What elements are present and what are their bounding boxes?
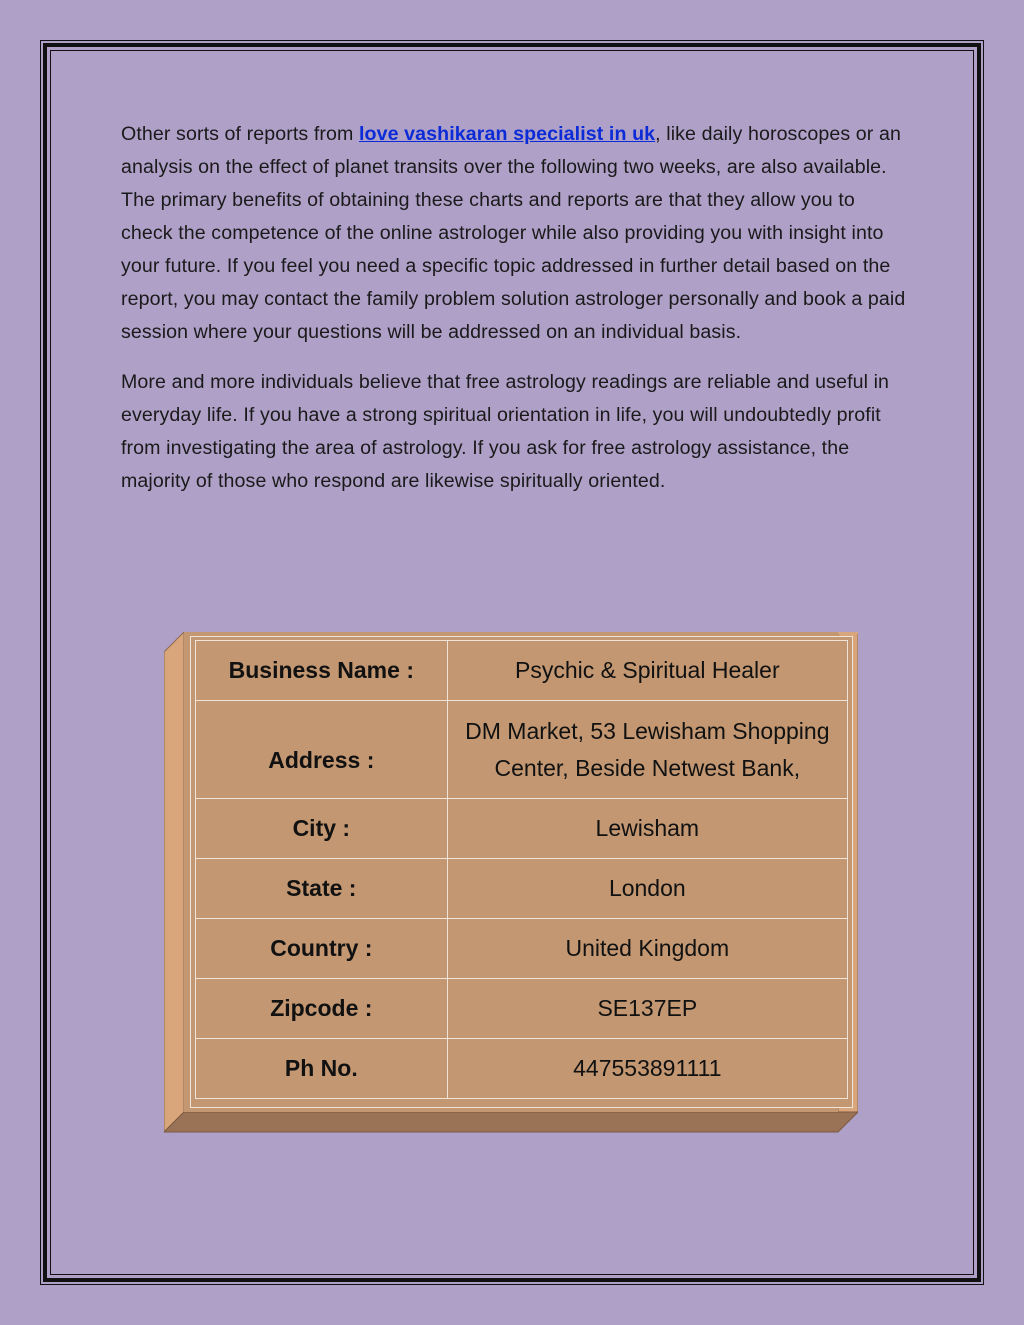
address-label: Address : [196,701,448,799]
city-value: Lewisham [447,799,847,859]
paragraph-2: More and more individuals believe that free astrology readings are reliable and useful in everyday life. If you have a strong spiritual orientation in life, you will undoubtedly profit from investigating the area of astrology. If you ask for free astrology assistance, the majority of those who respond are likewise spiritually oriented. [121,371,890,492]
business-name-value: Psychic & Spiritual Healer [447,641,847,701]
state-value: London [447,859,847,919]
paragraph-1-rest: , like daily horoscopes or an analysis on the effect of planet transits over the following two weeks, are also available. The primary benefits of obtaining these charts and reports are that they allow you to check the competence of the online astrologer while also providing you with insight into your future. If you feel you need a specific topic addressed in further detail based on the report, you may contact the family problem solution astrologer personally and book a paid session where your questions will be addressed on an individual basis. [121,123,906,343]
phone-label: Ph No. [196,1039,448,1099]
zipcode-label: Zipcode : [196,979,448,1039]
address-value: DM Market, 53 Lewisham Shopping Center, Beside Netwest Bank, [447,701,847,799]
table-row [196,641,848,701]
love-vashikaran-link[interactable]: love vashikaran specialist in uk [359,123,656,145]
country-label: Country : [196,919,448,979]
table-row [196,919,848,979]
table-row [196,979,848,1039]
body-text [121,118,911,515]
business-info-table [195,640,848,1099]
table-row [196,799,848,859]
paragraph-1 [121,118,911,349]
zipcode-value: SE137EP [447,979,847,1039]
table-row [196,1039,848,1099]
paragraph-1-intro: Other sorts of reports from [121,123,359,145]
country-value: United Kingdom [447,919,847,979]
state-label: State : [196,859,448,919]
table-row [196,701,848,799]
table-row [196,859,848,919]
city-label: City : [196,799,448,859]
phone-value: 447553891111 [447,1039,847,1099]
business-name-label: Business Name : [196,641,448,701]
